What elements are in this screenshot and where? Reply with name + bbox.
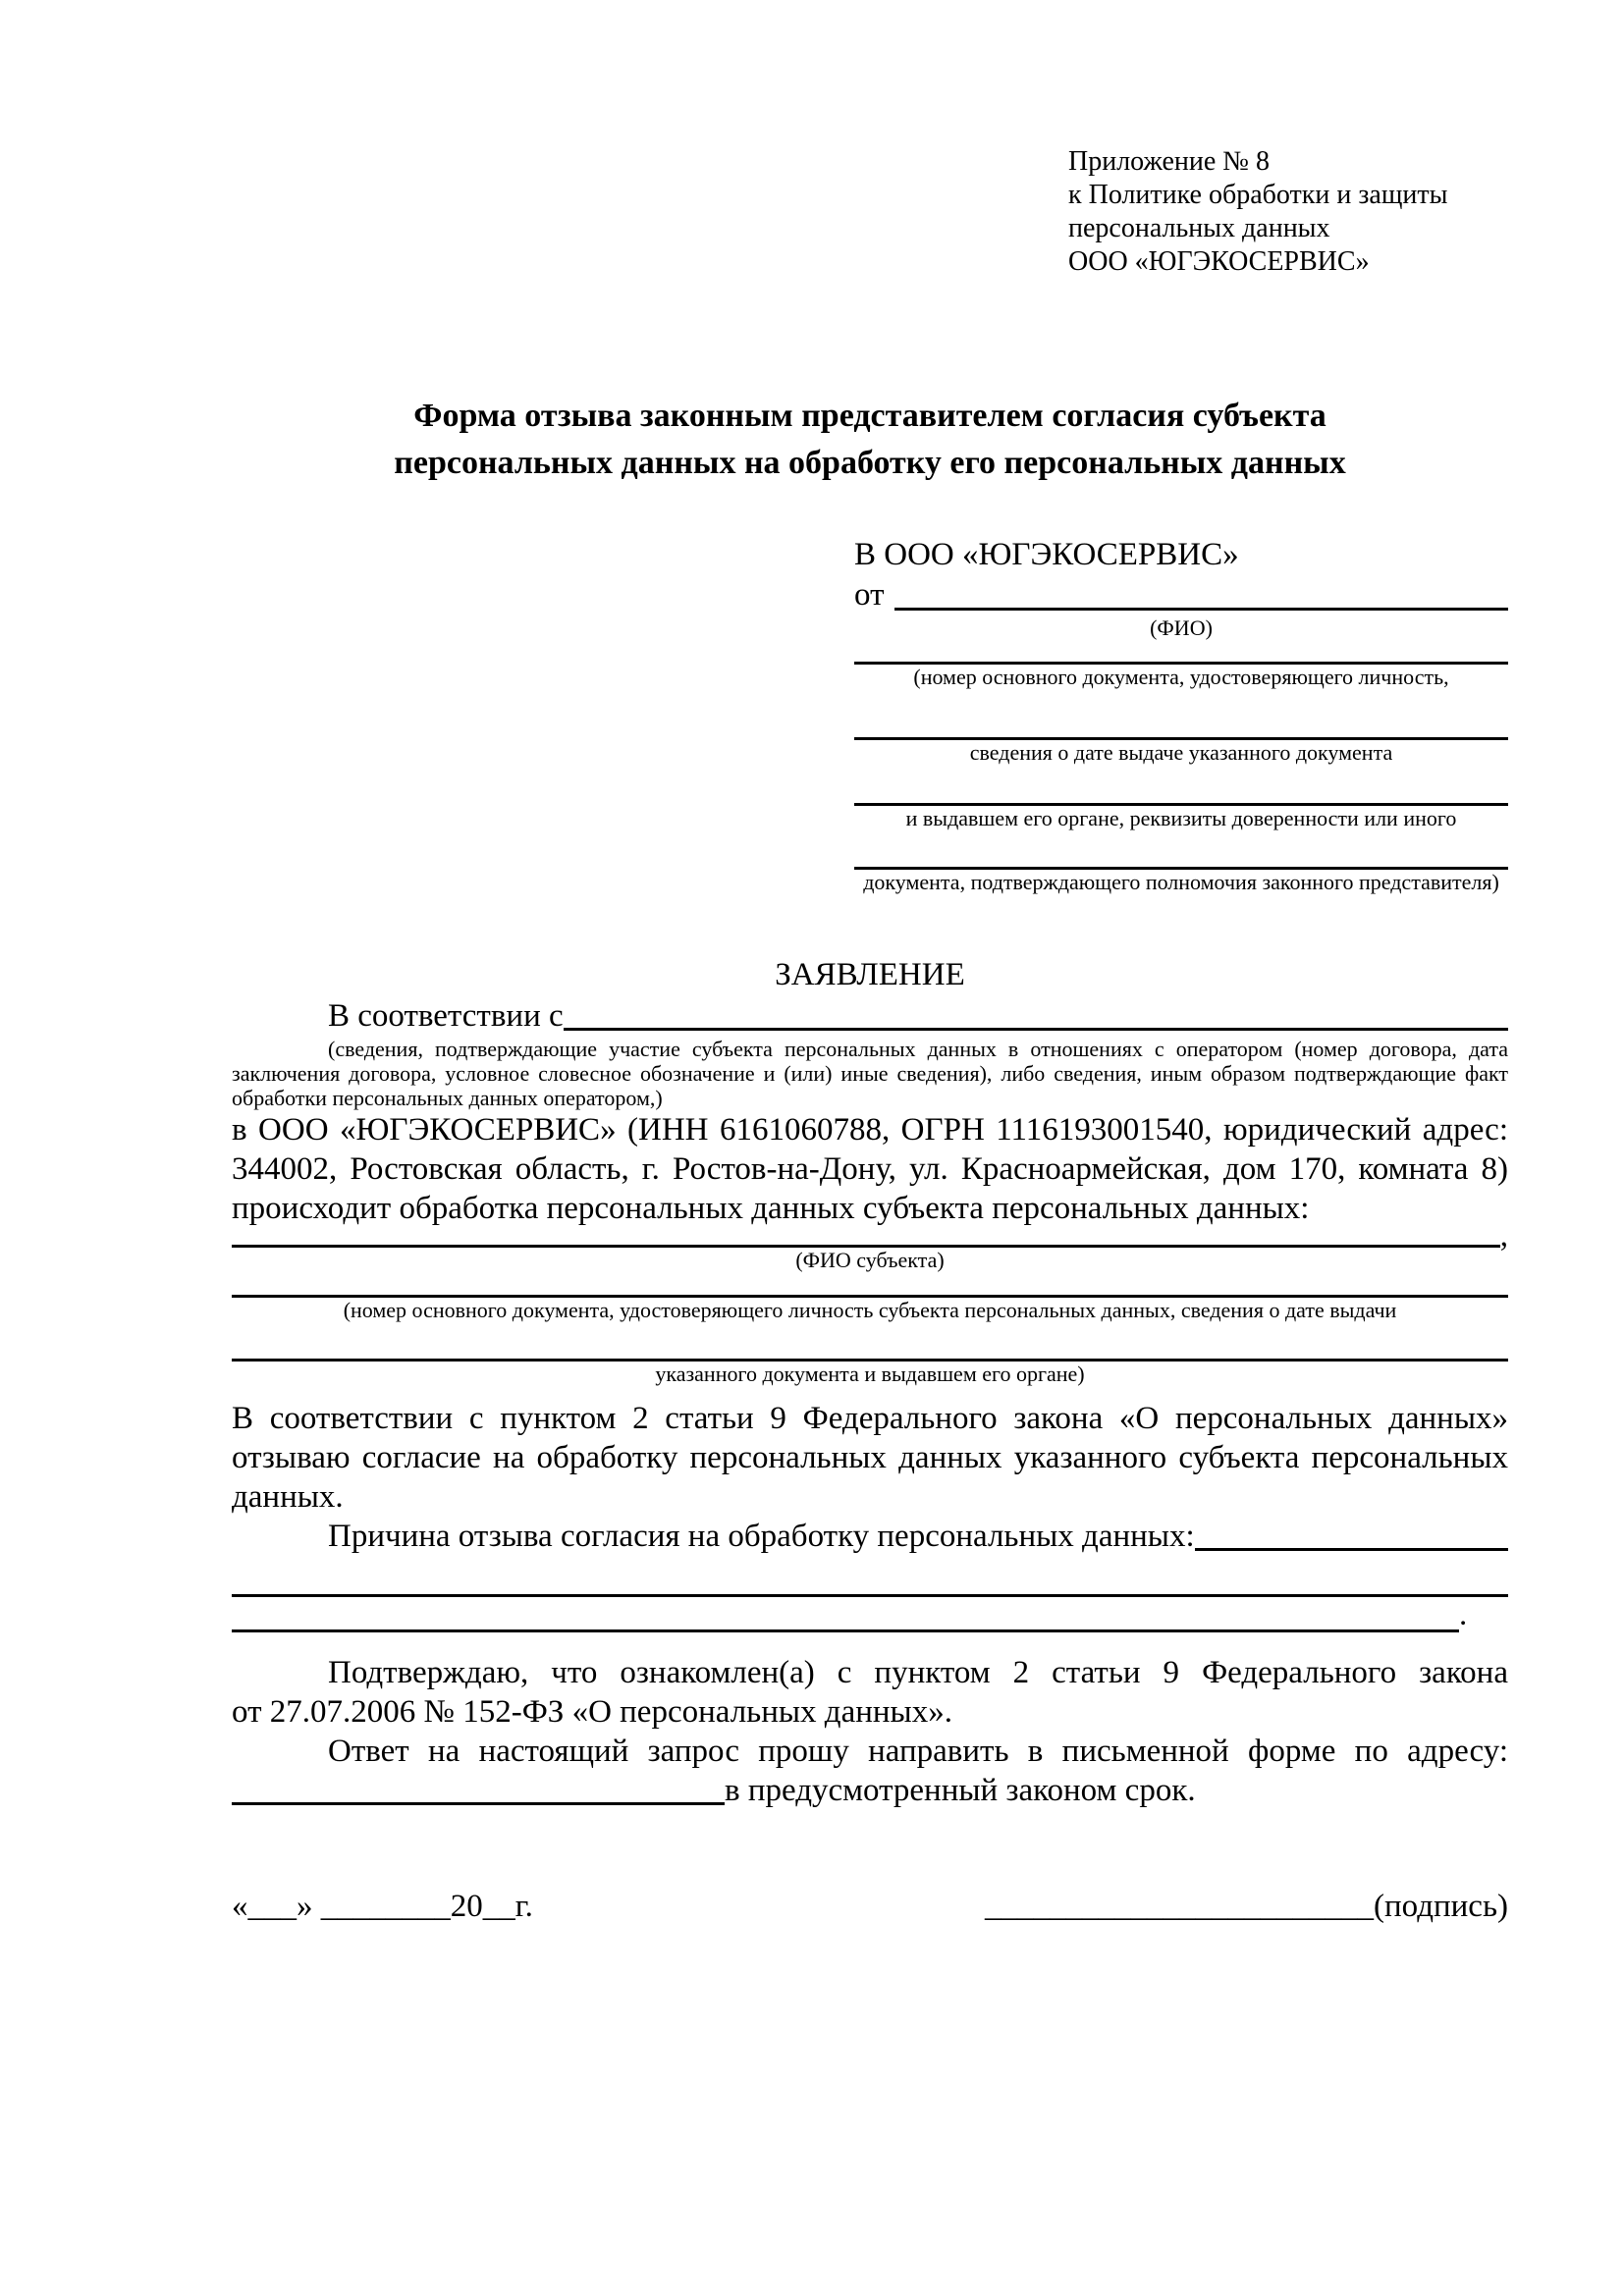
withdraw-paragraph-line: отзываю согласие на обработку персональных данных указанного субъекта персональных — [232, 1440, 1508, 1475]
authority-document-caption: документа, подтверждающего полномочия законного представителя) — [863, 870, 1499, 894]
operator-paragraph-line: в ООО «ЮГЭКОСЕРВИС» (ИНН 6161060788, ОГРН 1116193001540, юридический адрес: — [232, 1112, 1508, 1148]
document-title-line: персональных данных на обработку его персональных данных — [394, 445, 1346, 481]
annex-line: персональных данных — [1068, 213, 1330, 243]
fine-print-line: (сведения, подтверждающие участие субъекта персональных данных в отношениях с оператором (номер договора, дата — [328, 1037, 1508, 1061]
subject-doc-field-line-1[interactable] — [232, 1273, 1508, 1298]
confirm-paragraph — [232, 1653, 1508, 1732]
address-field-line[interactable] — [232, 1802, 725, 1805]
from-row — [854, 574, 1508, 615]
annex-line: ООО «ЮГЭКОСЕРВИС» — [1068, 246, 1370, 277]
fio-caption: (ФИО) — [1150, 615, 1213, 640]
doc-number-caption: (номер основного документа, удостоверяющего личность, — [913, 665, 1449, 689]
confirm-paragraph-line: от 27.07.2006 № 152-ФЗ «О персональных данных». — [232, 1694, 952, 1730]
issuing-authority-caption: и выдавшем его органе, реквизиты доверенности или иного — [905, 806, 1457, 830]
annex-header — [1068, 0, 1508, 279]
statement-heading: ЗАЯВЛЕНИЕ — [775, 957, 965, 992]
reply-term-label: в предусмотренный законом срок. — [725, 1773, 1196, 1808]
fine-print — [232, 1037, 1508, 1110]
trailing-comma: , — [1499, 1218, 1508, 1254]
operator-paragraph — [232, 1110, 1508, 1228]
document-title — [232, 393, 1508, 487]
withdraw-paragraph — [232, 1399, 1508, 1517]
subject-fio-row — [232, 1218, 1508, 1254]
withdraw-paragraph-line: данных. — [232, 1479, 344, 1515]
subject-doc-caption-2: указанного документа и выдавшем его органе) — [655, 1362, 1085, 1386]
subject-doc-field-line-2[interactable] — [232, 1323, 1508, 1362]
footer-row — [232, 1887, 1508, 1926]
document-title-line: Форма отзыва законным представителем согласия субъекта — [413, 398, 1326, 434]
signature-blank[interactable]: ________________________(подпись) — [985, 1889, 1508, 1924]
operator-paragraph-line: происходит обработка персональных данных субъекта персональных данных: — [232, 1191, 1310, 1226]
basis-row — [232, 996, 1508, 1036]
reason-field-line[interactable] — [1195, 1548, 1508, 1551]
fine-print-line: заключения договора, условное словесное обозначение и (или) иные сведения), либо сведения, иным образом подтверждающие факт — [232, 1061, 1508, 1086]
subject-fio-field-line[interactable] — [232, 1225, 1500, 1248]
addressee-block — [854, 535, 1508, 895]
operator-paragraph-line: 344002, Ростовская область, г. Ростов-на-Дону, ул. Красноармейская, дом 170, комната 8) — [232, 1151, 1508, 1187]
reason-extra-line-2[interactable] — [232, 1597, 1459, 1632]
addressee-org: В ООО «ЮГЭКОСЕРВИС» — [854, 537, 1239, 572]
doc-number-field-line[interactable] — [854, 641, 1508, 665]
subject-fio-caption: (ФИО субъекта) — [795, 1248, 945, 1272]
subject-doc-caption-1: (номер основного документа, удостоверяющего личность субъекта персональных данных, сведения о дате выдачи — [343, 1298, 1397, 1322]
withdraw-paragraph-line: В соответствии с пунктом 2 статьи 9 Федерального закона «О персональных данных» — [232, 1401, 1508, 1436]
issue-date-caption: сведения о дате выдаче указанного документа — [969, 740, 1393, 765]
reason-extra-row-2 — [232, 1597, 1508, 1632]
reason-label: Причина отзыва согласия на обработку персональных данных: — [328, 1519, 1195, 1554]
date-blank[interactable]: «___» ________20__г. — [232, 1889, 533, 1924]
issuing-authority-field-line[interactable] — [854, 766, 1508, 806]
reason-row — [232, 1517, 1508, 1556]
reply-paragraph-line: Ответ на настоящий запрос прошу направить в письменной форме по адресу: — [328, 1734, 1508, 1769]
authority-document-field-line[interactable] — [854, 831, 1508, 870]
reply-address-row — [232, 1771, 1508, 1810]
from-label: от — [854, 577, 885, 613]
annex-line: Приложение № 8 — [1068, 146, 1270, 177]
confirm-paragraph-line: Подтверждаю, что ознакомлен(а) с пунктом 2 статьи 9 Федерального закона — [328, 1655, 1508, 1690]
fine-print-line: обработки персональных данных оператором,) — [232, 1086, 663, 1110]
basis-field-line[interactable] — [564, 1028, 1508, 1031]
issue-date-field-line[interactable] — [854, 690, 1508, 740]
fio-field-line[interactable] — [894, 608, 1509, 611]
trailing-period: . — [1459, 1597, 1468, 1632]
basis-label: В соответствии с — [328, 998, 564, 1034]
reason-extra-line-1[interactable] — [232, 1556, 1508, 1597]
annex-line: к Политике обработки и защиты — [1068, 180, 1448, 210]
